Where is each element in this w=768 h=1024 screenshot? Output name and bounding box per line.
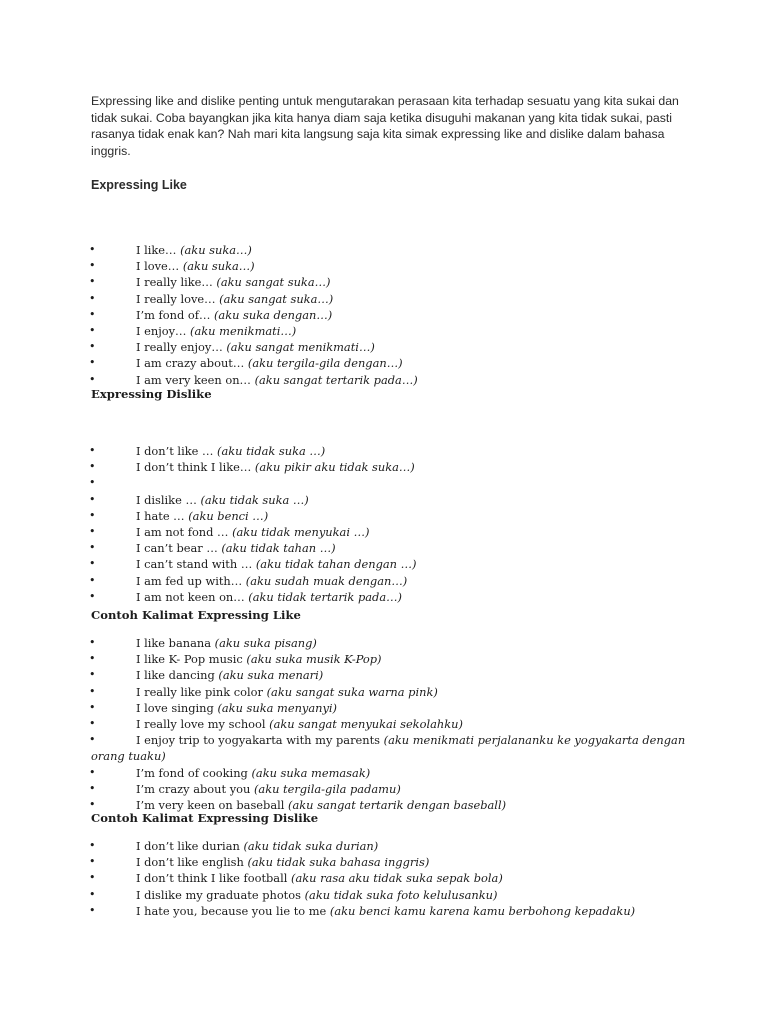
bullet-icon: • [89,573,96,587]
indonesian-translation: (aku tergila-gila padamu) [253,781,401,796]
english-phrase: I’m fond of… [136,307,214,322]
bullet-icon: • [89,716,96,730]
list-item-text [136,684,438,700]
list-item-text [136,854,429,870]
bullet-icon: • [89,508,96,522]
list-item [0,459,768,475]
list-item [0,573,768,589]
list-item-text [136,355,403,371]
list-item-text [136,903,635,919]
list-item [0,700,768,716]
list-item [0,716,768,732]
list-item-text [136,372,418,388]
list-item-text [136,887,497,903]
indonesian-translation: (aku tidak suka bahasa inggris) [247,855,430,870]
indonesian-translation: (aku suka memasak) [251,765,371,780]
list-item-text [136,838,378,854]
list-item-text [136,323,296,339]
list-expressing-dislike [0,443,768,605]
english-phrase: I really like… [136,275,217,290]
english-phrase: I can’t stand with … [136,557,256,572]
list-item [0,732,768,764]
bullet-icon: • [89,668,96,682]
english-phrase: I like dancing [136,668,219,683]
english-phrase: I hate … [136,508,189,523]
list-item-text [136,524,369,540]
list-item [0,355,768,371]
list-item-text [136,459,415,475]
list-item-text [136,307,332,323]
english-phrase: I am very keen on… [136,372,255,387]
english-phrase: I am fed up with… [136,573,246,588]
list-item-text [136,492,309,508]
indonesian-translation: (aku suka dengan…) [213,307,333,322]
bullet-icon: • [89,356,96,370]
intro-paragraph: Expressing like and dislike penting untuk mengutarakan perasaan kita terhadap sesuatu yang kita sukai dan tidak sukai. Coba bayangkan jika kita hanya diam saja ketika disuguhi makanan yang kita tidak sukai, pasti rasanya tidak enak kan? Nah mari kita langsung saja kita simak expressing like and dislike dalam bahasa inggris. [91,94,679,158]
list-item [0,339,768,355]
english-phrase: I enjoy trip to yogyakarta with my parents [136,733,384,748]
list-item [0,765,768,781]
list-item-text [136,765,370,781]
indonesian-translation: (aku tidak tahan …) [221,541,336,556]
list-item [0,838,768,854]
bullet-icon: • [89,492,96,506]
list-item-text [136,781,401,797]
list-item [0,307,768,323]
list-item-text [136,651,382,667]
bullet-icon: • [89,259,96,273]
heading-contoh-like: Contoh Kalimat Expressing Like [91,608,301,622]
bullet-icon: • [89,323,96,337]
list-item [0,443,768,459]
list-item-text [136,443,325,459]
english-phrase: I like banana [136,636,215,650]
indonesian-translation: (aku sudah muak dengan…) [245,573,408,588]
english-phrase: I really love… [136,291,220,306]
list-item [0,556,768,572]
list-item [0,274,768,290]
indonesian-translation: (aku rasa aku tidak suka sepak bola) [291,871,503,886]
english-phrase: I’m very keen on baseball [136,797,289,812]
list-item [0,323,768,339]
list-item [0,667,768,683]
list-item [0,854,768,870]
list-item [0,651,768,667]
indonesian-translation: (aku menikmati…) [190,323,297,338]
bullet-icon: • [89,291,96,305]
bullet-icon: • [89,839,96,852]
bullet-icon: • [89,444,96,457]
list-item [0,540,768,556]
english-phrase: I don’t think I like football [136,871,292,886]
indonesian-translation: (aku tergila-gila dengan…) [247,356,403,371]
indonesian-translation: (aku sangat suka…) [219,291,334,306]
list-item [0,475,768,491]
list-item-text [136,339,375,355]
bullet-icon: • [89,700,96,714]
indonesian-translation: (aku tidak suka …) [200,492,309,507]
list-item [0,291,768,307]
list-item [0,242,768,258]
english-phrase: I’m crazy about you [136,781,254,796]
english-phrase: I love singing [136,700,218,715]
bullet-icon: • [89,733,96,747]
indonesian-translation: (aku tidak tertarik pada…) [248,589,402,604]
indonesian-translation: (aku sangat menikmati…) [226,340,375,355]
indonesian-translation: (aku sangat menyukai sekolahku) [269,716,463,731]
bullet-icon: • [89,275,96,289]
bullet-icon: • [89,243,96,256]
indonesian-translation: (aku tidak suka durian) [243,839,379,853]
list-item-text [91,732,691,764]
bullet-icon: • [89,855,96,869]
english-phrase: I am not fond … [136,524,233,539]
english-phrase: I’m fond of cooking [136,765,252,780]
list-item-text [136,242,252,258]
english-phrase: I am not keen on… [136,589,249,604]
bullet-icon: • [89,589,96,603]
bullet-icon: • [89,903,96,917]
list-item-text [136,573,407,589]
list-contoh-like [0,635,768,813]
bullet-icon: • [89,797,96,811]
list-expressing-like [0,242,768,388]
indonesian-translation: (aku suka…) [180,243,252,257]
bullet-icon: • [89,476,96,490]
bullet-icon: • [89,307,96,321]
english-phrase: I love… [136,259,183,274]
english-phrase: I don’t like english [136,855,248,870]
list-item-text [136,635,317,651]
english-phrase: I enjoy… [136,323,191,338]
bullet-icon: • [89,557,96,571]
english-phrase: I hate you, because you lie to me [136,903,330,918]
list-item [0,781,768,797]
indonesian-translation: (aku suka musik K-Pop) [246,652,382,667]
indonesian-translation: (aku benci …) [188,508,269,523]
indonesian-translation: (aku sangat tertarik dengan baseball) [288,797,507,812]
bullet-icon: • [89,684,96,698]
heading-expressing-dislike: Expressing Dislike [91,387,212,401]
bullet-icon: • [89,524,96,538]
english-phrase: I dislike … [136,492,201,507]
list-item-text [136,540,336,556]
indonesian-translation: (aku sangat suka…) [216,275,331,290]
list-item [0,684,768,700]
english-phrase: I don’t like durian [136,839,244,853]
bullet-icon: • [89,541,96,555]
list-item-text [136,870,503,886]
list-item [0,870,768,886]
indonesian-translation: (aku tidak menyukai …) [232,524,370,539]
list-item [0,635,768,651]
list-item [0,372,768,388]
list-item-text [136,508,268,524]
indonesian-translation: (aku sangat suka warna pink) [266,684,438,699]
bullet-icon: • [89,340,96,354]
list-item [0,589,768,605]
list-item [0,492,768,508]
indonesian-translation: (aku tidak tahan dengan …) [255,557,417,572]
english-phrase: I can’t bear … [136,541,222,556]
bullet-icon: • [89,372,96,386]
list-item-text [136,274,330,290]
list-item [0,887,768,903]
indonesian-translation: (aku tidak suka …) [217,444,326,458]
indonesian-translation: (aku pikir aku tidak suka…) [254,460,415,475]
english-phrase: I like… [136,243,181,257]
bullet-icon: • [89,765,96,779]
list-item [0,524,768,540]
list-item-text [136,716,463,732]
indonesian-translation: (aku suka…) [182,259,255,274]
heading-expressing-like: Expressing Like [91,178,187,192]
list-item-text [136,258,255,274]
bullet-icon: • [89,652,96,666]
english-phrase: I really like pink color [136,684,267,699]
indonesian-translation: (aku suka pisang) [214,636,317,650]
english-phrase: I don’t like … [136,444,217,458]
heading-contoh-dislike: Contoh Kalimat Expressing Dislike [91,811,319,825]
list-item-text [136,291,333,307]
bullet-icon: • [89,781,96,795]
indonesian-translation: (aku menikmati perjalananku ke yogyakarta dengan orang tuaku) [91,733,686,764]
bullet-icon: • [89,636,96,649]
indonesian-translation: (aku suka menari) [218,668,324,683]
english-phrase: I like K- Pop music [136,652,247,667]
list-item [0,508,768,524]
indonesian-translation: (aku sangat tertarik pada…) [254,372,418,387]
bullet-icon: • [89,887,96,901]
list-item-text [136,589,402,605]
english-phrase: I am crazy about… [136,356,248,371]
list-contoh-dislike [0,838,768,919]
list-item-text [136,556,416,572]
english-phrase: I really love my school [136,716,270,731]
english-phrase: I don’t think I like… [136,460,255,475]
english-phrase: I dislike my graduate photos [136,887,305,902]
list-item [0,258,768,274]
indonesian-translation: (aku benci kamu karena kamu berbohong kepadaku) [329,903,636,918]
bullet-icon: • [89,460,96,474]
list-item [0,903,768,919]
english-phrase: I really enjoy… [136,340,227,355]
bullet-icon: • [89,871,96,885]
indonesian-translation: (aku tidak suka foto kelulusanku) [304,887,498,902]
list-item-text [136,667,323,683]
indonesian-translation: (aku suka menyanyi) [217,700,337,715]
list-item-text [136,700,337,716]
